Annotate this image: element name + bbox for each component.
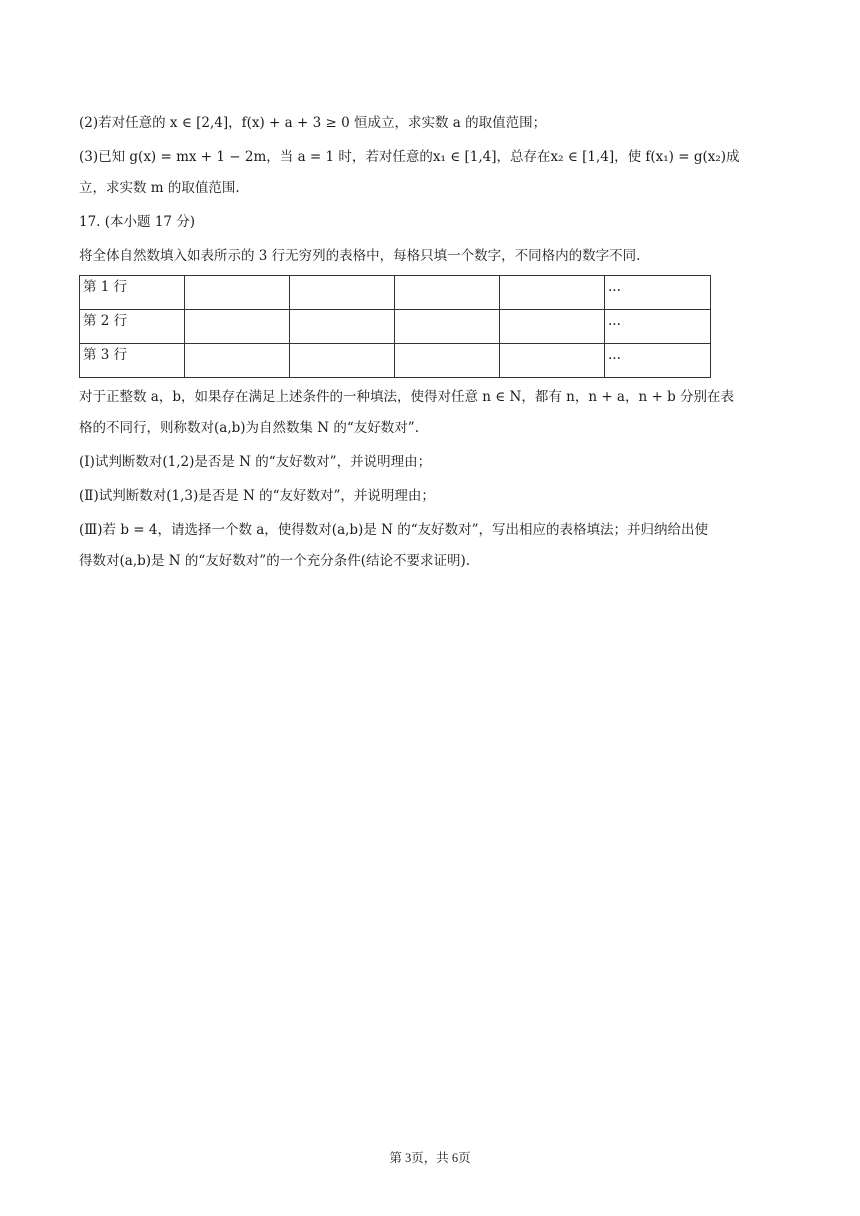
question-3-line2: 得数对(a,b)是 N 的“友好数对”的一个充分条件(结论不要求证明). xyxy=(79,553,471,569)
ellipsis-cell: ... xyxy=(605,344,711,378)
row-label: 第 3 行 xyxy=(80,344,185,378)
table-cell xyxy=(395,310,500,344)
table-cell xyxy=(500,344,605,378)
table-cell xyxy=(290,310,395,344)
table-cell xyxy=(500,276,605,310)
table-row xyxy=(80,310,711,344)
table-cell xyxy=(185,344,290,378)
problem16-part3-line2: 立，求实数 m 的取值范围. xyxy=(79,180,240,196)
table-cell xyxy=(290,276,395,310)
number-table xyxy=(79,275,711,378)
row-label: 第 2 行 xyxy=(80,310,185,344)
table-cell xyxy=(185,276,290,310)
problem17-intro: 将全体自然数填入如表所示的 3 行无穷列的表格中，每格只填一个数字，不同格内的数字不同. xyxy=(79,248,641,264)
table-cell xyxy=(395,276,500,310)
definition-line2: 格的不同行，则称数对(a,b)为自然数集 N 的“友好数对”. xyxy=(79,420,420,436)
row-label: 第 1 行 xyxy=(80,276,185,310)
table-row xyxy=(80,276,711,310)
table-cell xyxy=(500,310,605,344)
ellipsis-cell: ... xyxy=(605,276,711,310)
problem16-part2: (2)若对任意的 x ∈ [2,4]，f(x) + a + 3 ≥ 0 恒成立，求实数 a 的取值范围； xyxy=(79,115,547,131)
page-footer: 第 3页，共 6页 xyxy=(389,1151,471,1165)
definition-line1: 对于正整数 a，b，如果存在满足上述条件的一种填法，使得对任意 n ∈ N，都有 n，n + a，n + b 分别在表 xyxy=(79,389,734,405)
question-2: (Ⅱ)试判断数对(1,3)是否是 N 的“友好数对”，并说明理由； xyxy=(79,488,435,504)
problem17-heading: 17. (本小题 17 分) xyxy=(79,214,196,230)
table-cell xyxy=(395,344,500,378)
ellipsis-cell: ... xyxy=(605,310,711,344)
table-cell xyxy=(185,310,290,344)
table-cell xyxy=(290,344,395,378)
page-content xyxy=(79,108,785,577)
problem16-part3-line1: (3)已知 g(x) = mx + 1 − 2m，当 a = 1 时，若对任意的x₁ ∈ [1,4]，总存在x₂ ∈ [1,4]，使 f(x₁) = g(x₂)成 xyxy=(79,149,740,165)
question-1: (Ⅰ)试判断数对(1,2)是否是 N 的“友好数对”，并说明理由； xyxy=(79,454,432,470)
table-row xyxy=(80,344,711,378)
question-3-line1: (Ⅲ)若 b = 4，请选择一个数 a，使得数对(a,b)是 N 的“友好数对”，写出相应的表格填法；并归纳给出使 xyxy=(79,522,709,538)
